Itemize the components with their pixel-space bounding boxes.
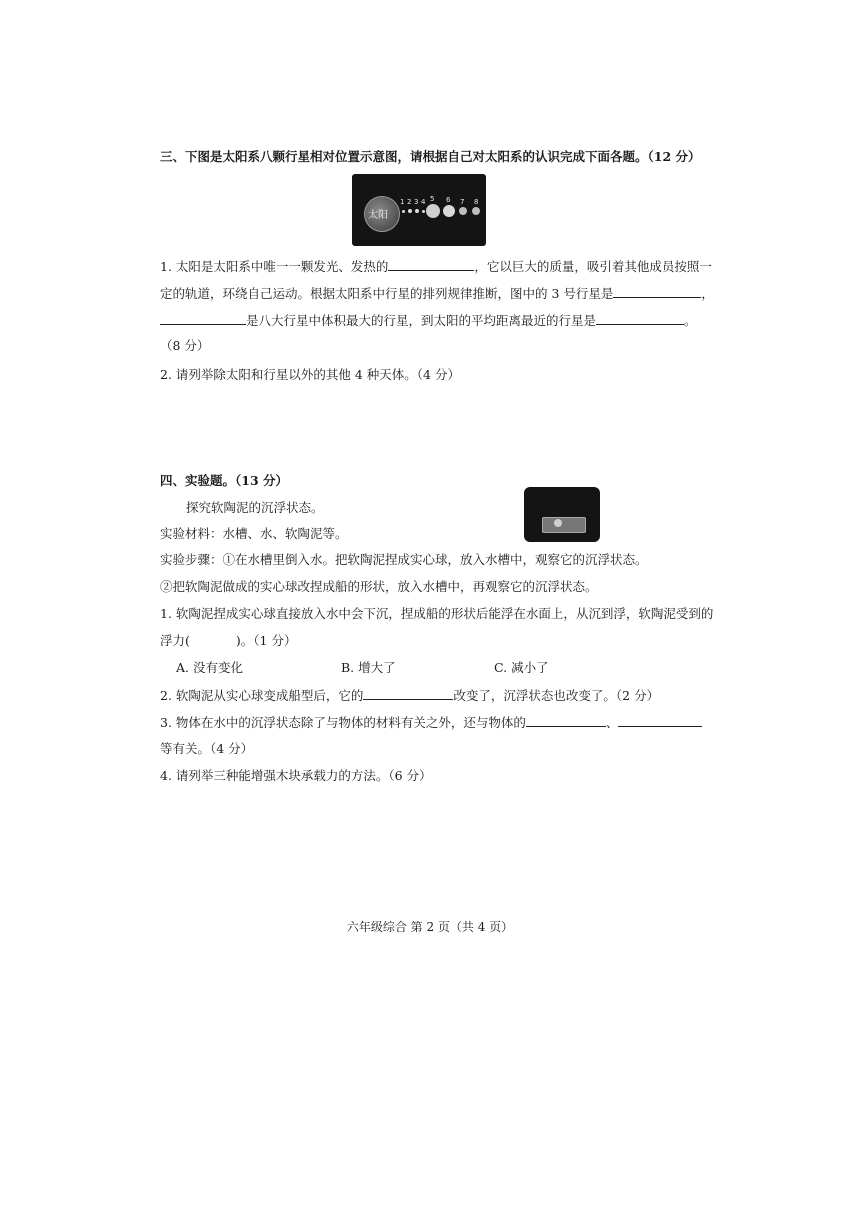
s4-steps2: ②把软陶泥做成的实心球改捏成船的形状，放入水槽中，再观察它的沉浮状态。 bbox=[160, 579, 598, 594]
answer-blank-4[interactable] bbox=[596, 311, 684, 325]
solar-system-figure bbox=[352, 174, 486, 246]
answer-blank-6[interactable] bbox=[526, 713, 606, 727]
s4-q2-text-a: 2. 软陶泥从实心球变成船型后，它的 bbox=[160, 688, 364, 703]
answer-blank-3[interactable] bbox=[160, 311, 246, 325]
s4-steps1: 实验步骤：①在水槽里倒入水。把软陶泥捏成实心球，放入水槽中，观察它的沉浮状态。 bbox=[160, 552, 648, 567]
s4-q2 bbox=[160, 686, 659, 705]
planet-5 bbox=[426, 204, 440, 218]
s3-q1-score: （8 分） bbox=[160, 338, 210, 353]
s3-q1-line1 bbox=[160, 257, 712, 276]
planet-number-4: 4 bbox=[421, 198, 426, 206]
s4-intro: 探究软陶泥的沉浮状态。 bbox=[186, 500, 324, 515]
answer-blank-5[interactable] bbox=[363, 686, 453, 700]
water-tank-graphic bbox=[542, 517, 586, 533]
planet-1 bbox=[402, 210, 405, 213]
section4-heading: 四、实验题。（13 分） bbox=[160, 473, 288, 488]
answer-blank-2[interactable] bbox=[613, 284, 701, 298]
s4-q2-text-b: 改变了，沉浮状态也改变了。（2 分） bbox=[453, 688, 660, 703]
experiment-photo bbox=[524, 487, 600, 542]
s4-q1-line2 bbox=[160, 632, 296, 650]
answer-blank-1[interactable] bbox=[388, 257, 474, 271]
s4-q1-line1: 1. 软陶泥捏成实心球直接放入水中会下沉，捏成船的形状后能浮在水面上，从沉到浮，软陶泥受到的 bbox=[160, 606, 714, 621]
section3-heading: 三、下图是太阳系八颗行星相对位置示意图，请根据自己对太阳系的认识完成下面各题。（12 分） bbox=[160, 149, 701, 164]
s3-q1-text-b: ，它以巨大的质量，吸引着其他成员按照一 bbox=[474, 259, 712, 274]
s3-q1-line3 bbox=[160, 311, 697, 330]
s3-q1-text-e: 是八大行星中体积最大的行星，到太阳的平均距离最近的行星是 bbox=[246, 313, 597, 328]
s4-q3-line1 bbox=[160, 713, 702, 732]
s3-q1-text-d: ， bbox=[701, 286, 714, 301]
s4-q4: 4. 请列举三种能增强木块承载力的方法。（6 分） bbox=[160, 768, 432, 783]
s3-q2: 2. 请列举除太阳和行星以外的其他 4 种天体。（4 分） bbox=[160, 367, 460, 382]
planet-4 bbox=[422, 210, 425, 213]
s4-q3-separator: 、 bbox=[605, 715, 619, 730]
page-footer: 六年级综合 第 2 页（共 4 页） bbox=[346, 920, 514, 934]
s4-q3-line2: 等有关。（4 分） bbox=[160, 741, 254, 756]
planet-2 bbox=[408, 209, 412, 213]
s4-q3-text-a: 3. 物体在水中的沉浮状态除了与物体的材料有关之外，还与物体的 bbox=[160, 715, 526, 730]
s4-q1-text-b: )。（1 分） bbox=[235, 633, 297, 648]
option-a[interactable]: A. 没有变化 bbox=[176, 660, 243, 675]
s3-q1-text-c: 定的轨道，环绕自己运动。根据太阳系中行星的排列规律推断，图中的 3 号行星是 bbox=[160, 286, 614, 301]
clay-ball-graphic bbox=[554, 519, 562, 527]
planet-number-7: 7 bbox=[460, 198, 465, 206]
s4-q1-text-a: 浮力( bbox=[160, 633, 190, 648]
planet-8 bbox=[472, 207, 480, 215]
planet-number-8: 8 bbox=[474, 198, 479, 206]
planet-number-1: 1 bbox=[400, 198, 405, 206]
s3-q1-text-a: 1. 太阳是太阳系中唯一一颗发光、发热的 bbox=[160, 259, 389, 274]
sun-label: 太阳 bbox=[368, 210, 388, 221]
planet-number-6: 6 bbox=[446, 196, 451, 204]
option-c[interactable]: C. 减小了 bbox=[494, 660, 549, 675]
planet-7 bbox=[459, 207, 467, 215]
planet-number-2: 2 bbox=[407, 198, 412, 206]
planet-6 bbox=[443, 205, 455, 217]
s3-q1-line2 bbox=[160, 284, 714, 303]
answer-blank-7[interactable] bbox=[618, 713, 702, 727]
option-b[interactable]: B. 增大了 bbox=[341, 660, 396, 675]
s3-q1-text-f: 。 bbox=[684, 313, 697, 328]
planet-number-5: 5 bbox=[430, 195, 435, 203]
s4-materials: 实验材料：水槽、水、软陶泥等。 bbox=[160, 526, 348, 541]
planet-number-3: 3 bbox=[414, 198, 419, 206]
planet-3 bbox=[415, 209, 419, 213]
